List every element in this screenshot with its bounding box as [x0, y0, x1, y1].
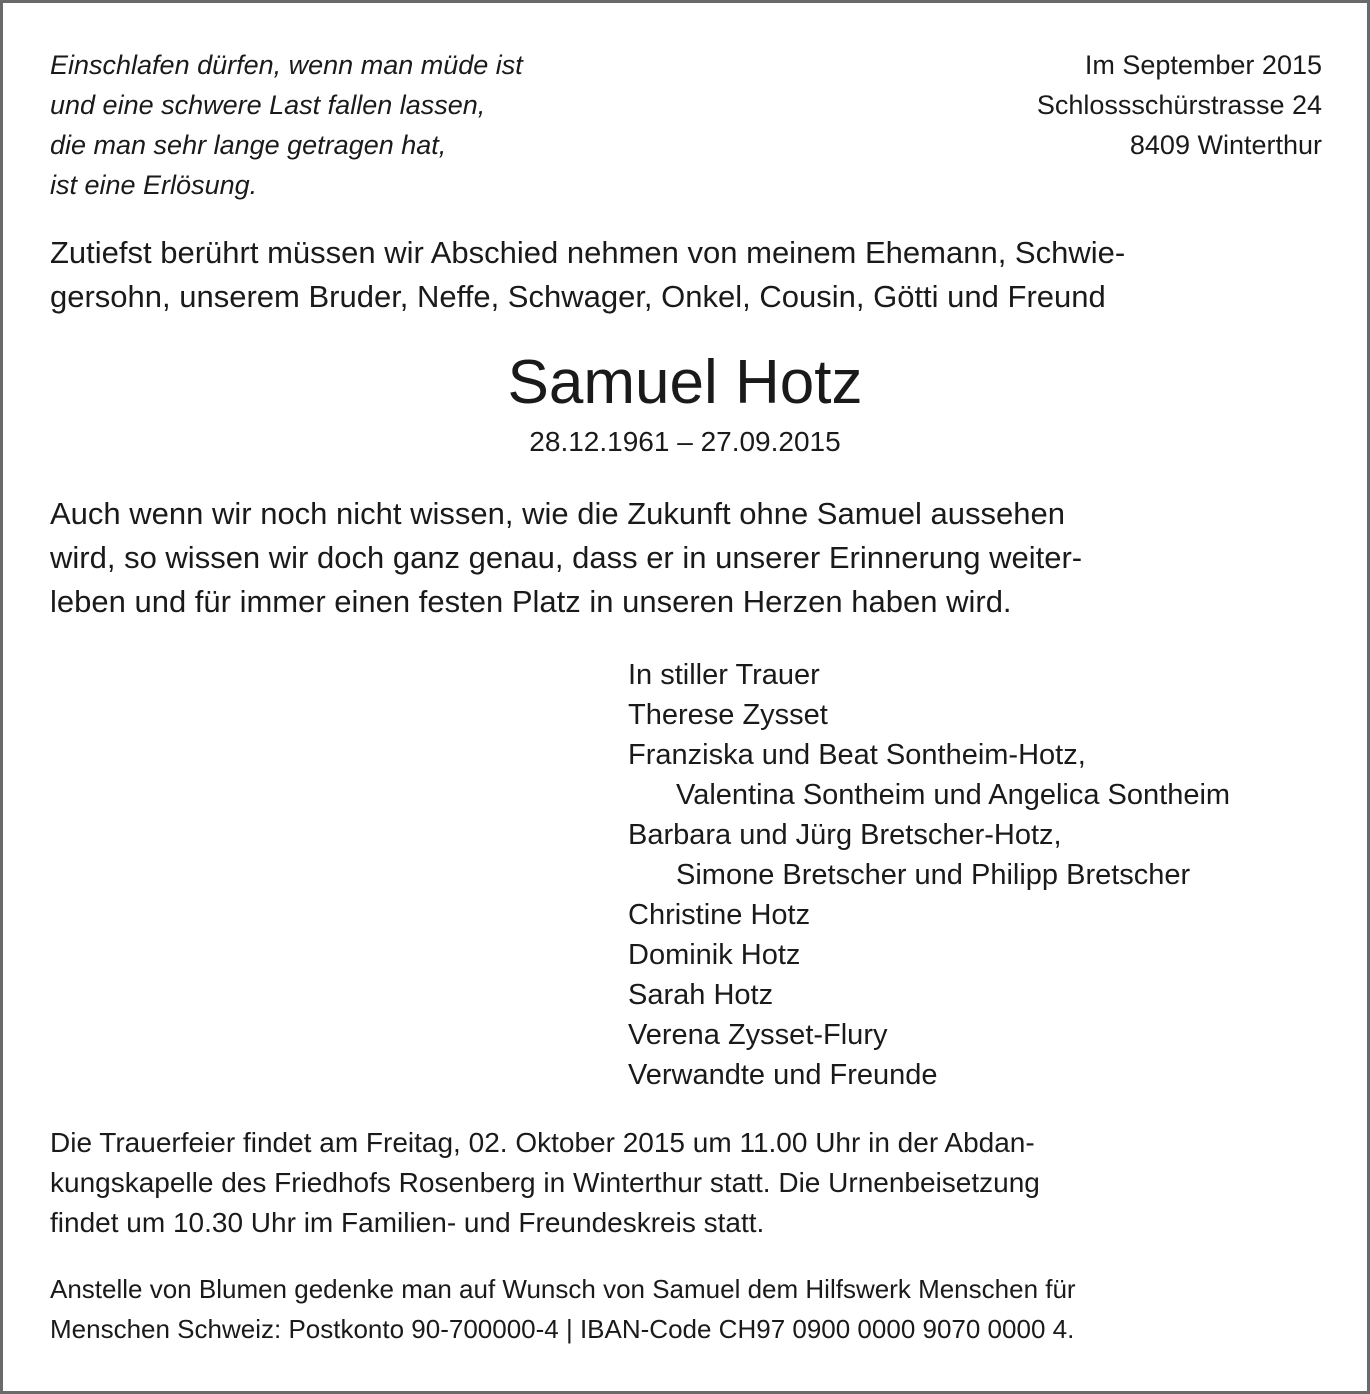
poem-line: ist eine Erlösung. [50, 170, 258, 200]
memorial-paragraph [50, 492, 1082, 624]
date-and-address [1037, 45, 1322, 165]
deceased-name: Samuel Hotz [507, 348, 863, 417]
poem-line: und eine schwere Last fallen lassen, [50, 90, 486, 120]
service-line: Die Trauerfeier findet am Freitag, 02. Oktober 2015 um 11.00 Uhr in der Abdan- [50, 1127, 1035, 1158]
service-line: findet um 10.30 Uhr im Familien- und Freundeskreis statt. [50, 1207, 765, 1238]
street-address: Schlossschürstrasse 24 [1036, 90, 1322, 120]
service-line: kungskapelle des Friedhofs Rosenberg in Winterthur statt. Die Urnenbeisetzung [50, 1167, 1040, 1198]
donation-info [50, 1269, 1076, 1349]
mourner-name: Simone Bretscher und Philipp Bretscher [676, 859, 1191, 891]
poem-line: Einschlafen dürfen, wenn man müde ist [50, 50, 523, 80]
memorial-line: leben und für immer einen festen Platz in unseren Herzen haben wird. [50, 584, 1012, 619]
poem-quote [50, 45, 523, 205]
mourner-name: Verena Zysset-Flury [628, 1019, 888, 1051]
mourner-name: Valentina Sontheim und Angelica Sontheim [676, 779, 1231, 811]
funeral-service-info [50, 1123, 1040, 1243]
memorial-line: wird, so wissen wir doch ganz genau, dass er in unserer Erinnerung weiter- [50, 540, 1083, 575]
mourner-name: Christine Hotz [628, 899, 811, 931]
life-dates: 28.12.1961 – 27.09.2015 [529, 426, 841, 457]
mourner-name: Verwandte und Freunde [628, 1059, 938, 1091]
mourners-list [628, 655, 1230, 1095]
intro-paragraph [50, 231, 1125, 319]
poem-line: die man sehr lange getragen hat, [50, 130, 447, 160]
postal-city: 8409 Winterthur [1129, 130, 1322, 160]
donation-line: Anstelle von Blumen gedenke man auf Wunsch von Samuel dem Hilfswerk Menschen für [50, 1274, 1076, 1304]
intro-line: Zutiefst berührt müssen wir Abschied nehmen von meinem Ehemann, Schwie- [50, 235, 1126, 270]
intro-line: gersohn, unserem Bruder, Neffe, Schwager, Onkel, Cousin, Götti und Freund [50, 279, 1106, 314]
mourner-name: Franziska und Beat Sontheim-Hotz, [628, 739, 1086, 771]
donation-line: Menschen Schweiz: Postkonto 90-700000-4 | IBAN-Code CH97 0900 0000 9070 0000 4. [50, 1314, 1075, 1344]
mourner-name: Therese Zysset [628, 699, 828, 731]
mourners-heading: In stiller Trauer [628, 659, 820, 691]
mourner-name: Barbara und Jürg Bretscher-Hotz, [628, 819, 1062, 851]
mourner-name: Sarah Hotz [628, 979, 774, 1011]
notice-date: Im September 2015 [1084, 50, 1322, 80]
memorial-line: Auch wenn wir noch nicht wissen, wie die Zukunft ohne Samuel aussehen [50, 496, 1065, 531]
mourner-name: Dominik Hotz [628, 939, 801, 971]
